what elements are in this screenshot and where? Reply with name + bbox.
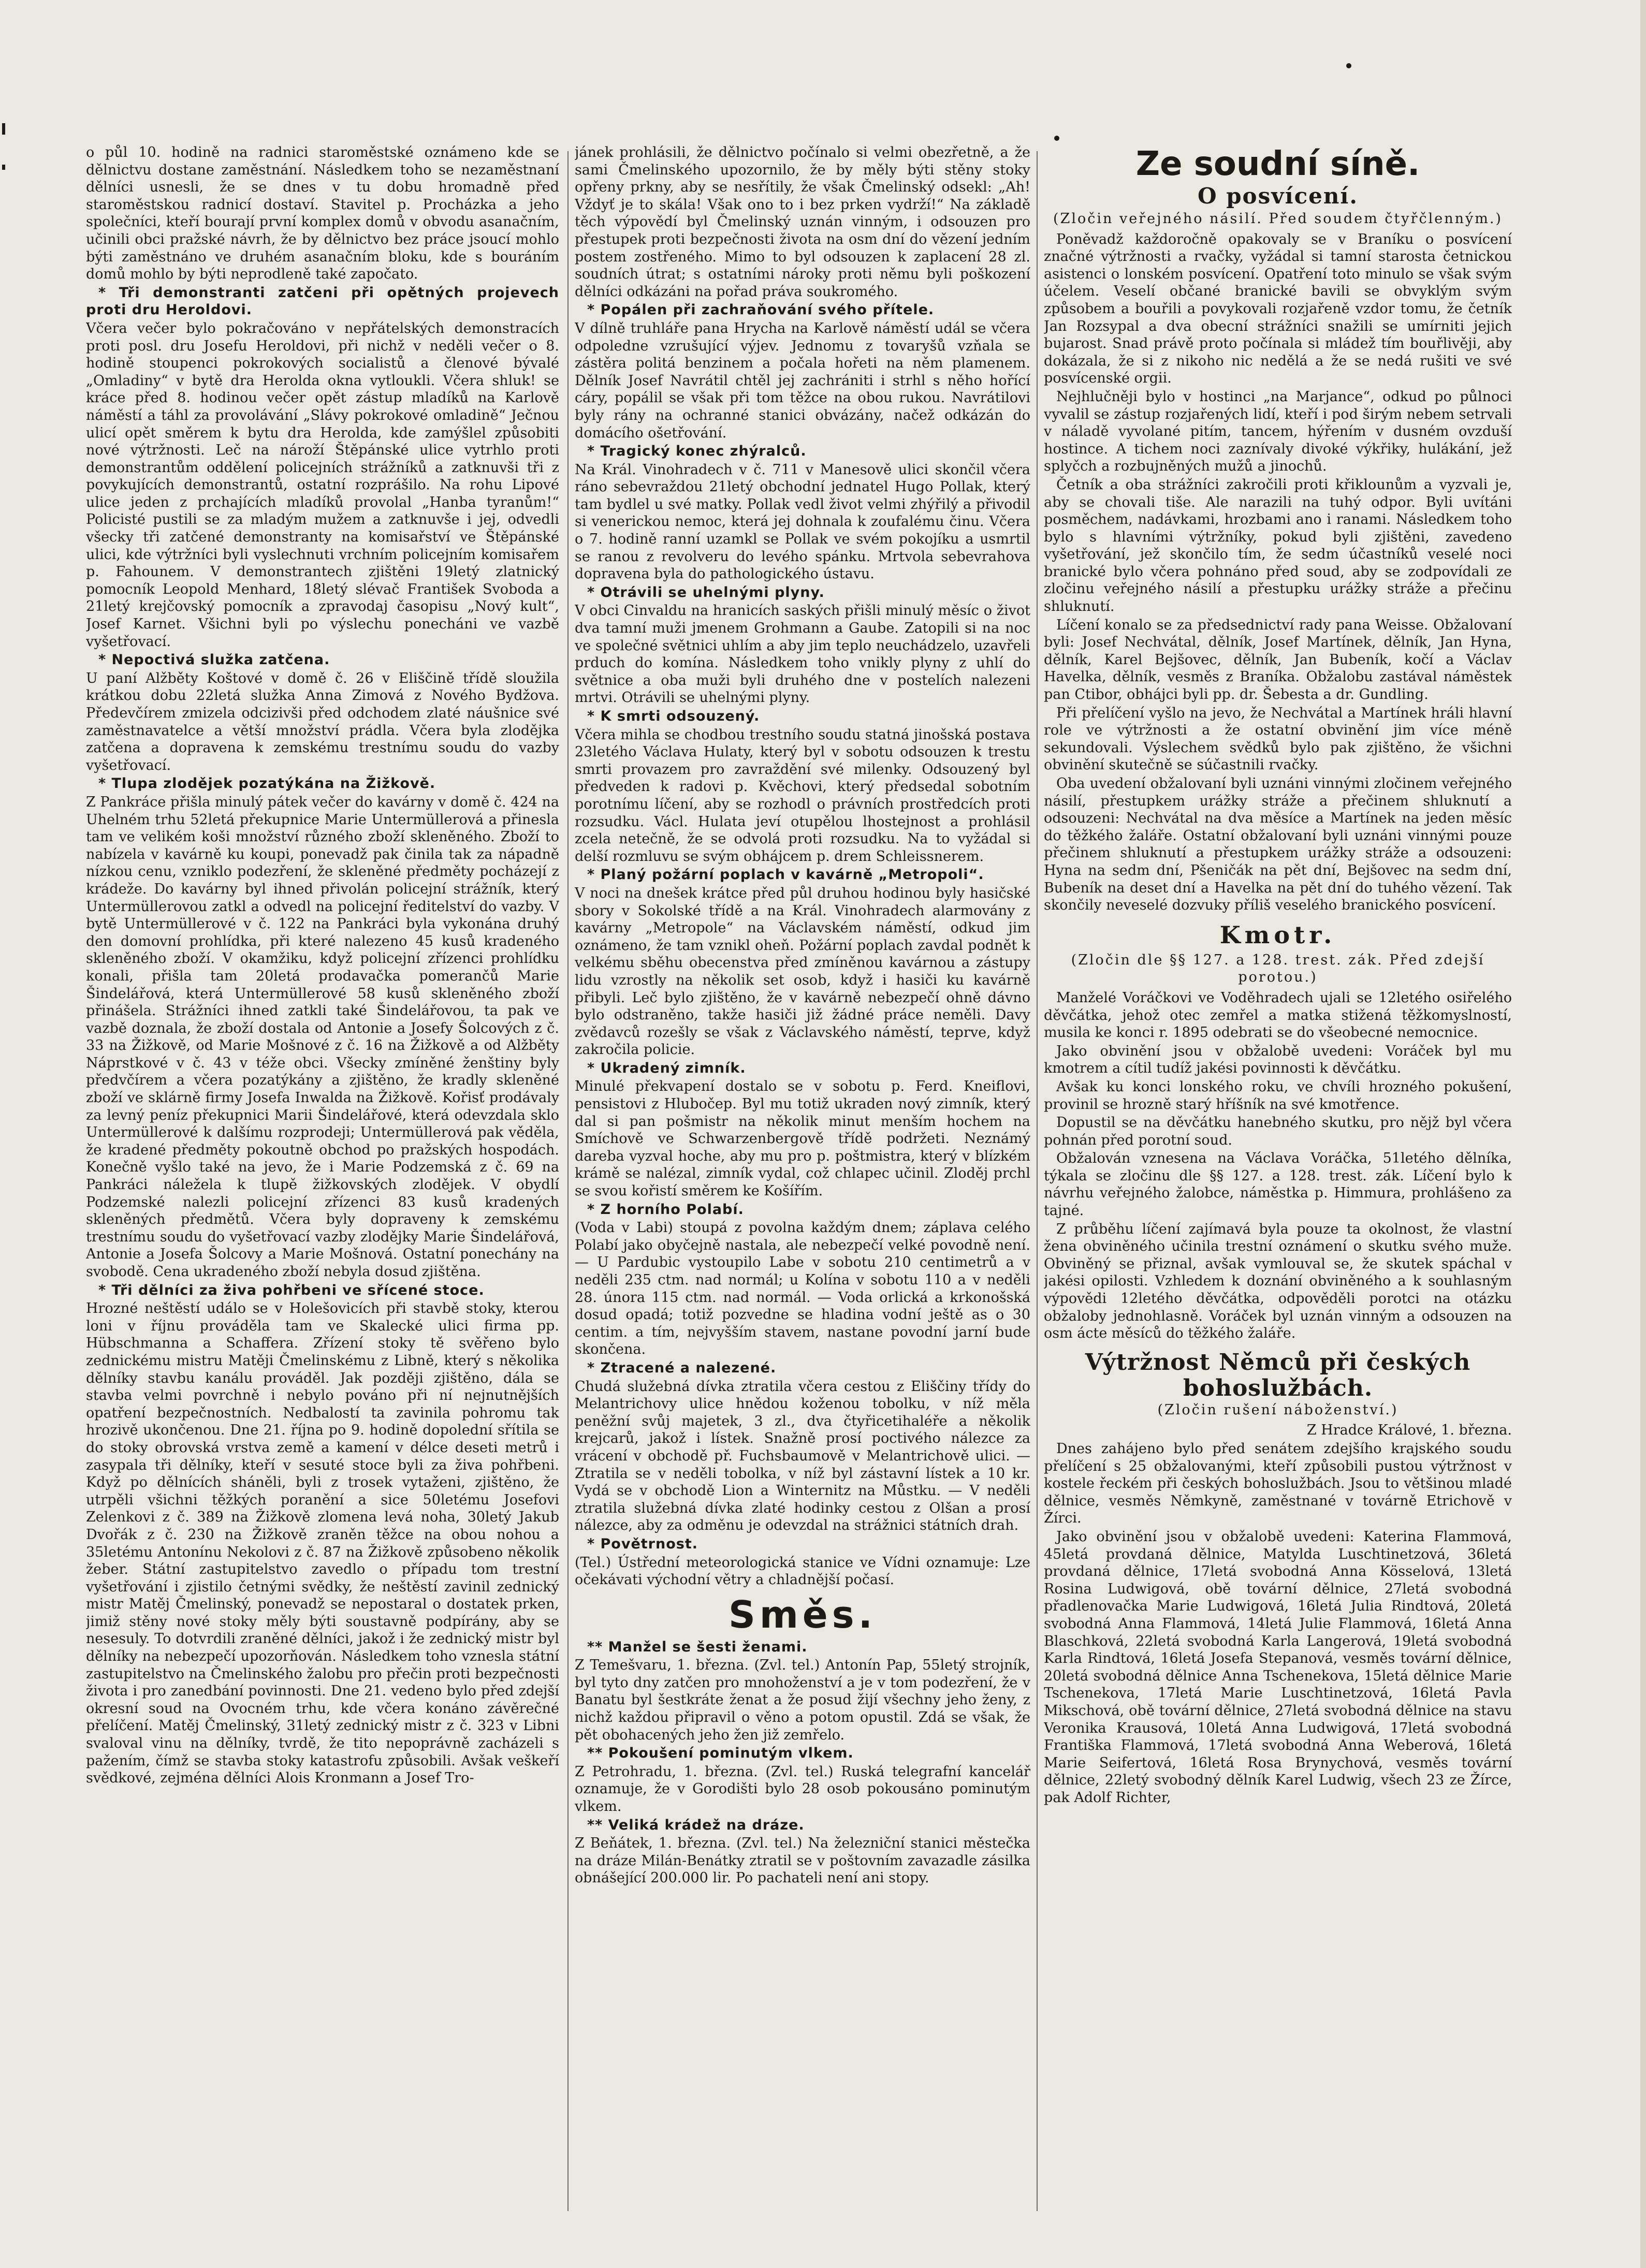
column-3: [1044, 144, 1512, 2232]
article-subtitle: (Zločin veřejného násilí. Před soudem čtyřčlenným.): [1053, 211, 1503, 227]
article-paragraph: Dnes zahájeno bylo před senátem zdejšího krajského soudu přelíčení s 25 obžalovanými, kteří způsobili pustou výtržnost v kostele řeckém při českých bohoslužbách. Jsou to většinou mladé dělnice, vesměs Němkyně, zaměstnané v továrně Etrichově v Žírci.: [1044, 1441, 1512, 1527]
article-heading: * Povětrnost.: [587, 1535, 698, 1552]
article-paragraph: Z Temešvaru, 1. března. (Zvl. tel.) Antonín Pap, 55letý strojník, byl tyto dny zatčen pro mnohoženství a je v tom podezření, že v Banatu byl šestkráte ženat a že posud žijí všechny jeho ženy, z nichž každou připravil o věno a potom opustil. Zdá se však, že pět obohacených jeho žen již zemřelo.: [575, 1657, 1030, 1743]
article-paragraph: Avšak ku konci lonského roku, ve chvíli hrozného pokušení, provinil se hrozně starý hříšník na své kmotřence.: [1044, 1078, 1512, 1113]
article-paragraph: V noci na dnešek krátce před půl druhou hodinou byly hasičské sbory v Sokolské třídě a na Král. Vinohradech alarmovány z kavárny „Metropole“ na Václavském náměstí, odkud jim oznámeno, že tam vznikl oheň. Požární poplach zavdal podnět k velkému sběhu obecenstva před zmíněnou kavárnou a zástupy lidu vzrostly na několik set osob, když i hasiči ku kavárně přibyli. Leč bylo zjištěno, že v kavárně nebezpečí ohně dávno bylo odstraněno, takže hasiči již žádné práce neměli. Davy zvědavců rozešly se však z Václavského náměstí, teprve, když zakročila policie.: [575, 885, 1030, 1058]
article-paragraph: Manželé Voráčkovi ve Voděhradech ujali se 12letého osiřelého děvčátka, jehož otec zemřel a matka stižená těžkomyslností, musila ke konci r. 1895 odebrati se do všeobecné nemocnice.: [1044, 989, 1512, 1041]
article-paragraph: Z průběhu líčení zajímavá byla pouze ta okolnost, že vlastní žena obviněného učinila trestní oznámení o skutku svého muže. Obviněný se přiznal, avšak vymlouval se, že skutek spáchal v jakési opilosti. Vzhledem k doznání obviněného a k souhlasným výpovědi 12letého děvčátka, odpověděli porotci na otázku obžaloby jednohlasně. Voráček byl uznán vinným a odsouzen na osm ácte měsíců do těžkého žaláře.: [1044, 1221, 1512, 1342]
column-2: [575, 144, 1030, 2232]
article-heading: * Tragický konec zhýralců.: [587, 443, 807, 460]
section-title: Ze soudní síně.: [1135, 145, 1420, 183]
article-paragraph: Z Petrohradu, 1. března. (Zvl. tel.) Ruská telegrafní kancelář oznamuje, že v Gorodišti bylo 28 osob pokousáno pominutým vlkem.: [575, 1763, 1030, 1815]
article-paragraph: Dopustil se na děvčátku hanebného skutku, pro nějž byl včera pohnán před porotní soud.: [1044, 1115, 1512, 1148]
article-paragraph: U paní Alžběty Koštové v domě č. 26 v Eliščině třídě sloužila krátkou dobu 22letá služka Anna Zimová z Nového Bydžova. Předevčírem zmizela odcizivši před odchodem zlaté náušnice své zaměstnavatelce a větší množství prádla. Včera byla zlodějka zatčena a dopravena k zemskému trestnímu soudu do vazby vyšetřovací.: [86, 670, 559, 773]
ink-dot: [1054, 136, 1059, 141]
article-heading: ** Manžel se šesti ženami.: [587, 1638, 808, 1655]
article-paragraph: Včera mihla se chodbou trestního soudu statná jinošská postava 23letého Václava Hulaty, který byl v sobotu odsouzen k trestu smrti provazem pro zavraždění své milenky. Odsouzený byl předveden k radovi p. Kvěchovi, který předsedal sobotním porotnímu líčení, aby se rozhodl o právních prostředcích proti rozsudku. Václ. Hulata jeví otupělou lhostejnost a prohlásil zcela netečně, že se odvolá proti rozsudku. Na to vyžádal si delší rozmluvu se svým obhájcem p. drem Schleissnerem.: [575, 726, 1030, 865]
article-paragraph: Hrozné neštěstí událo se v Holešovicích při stavbě stoky, kterou loni v říjnu prováděla tam ve Skalecké ulici firma pp. Hübschmanna a Schaffera. Zřízení stoky tě svěřeno bylo zednickému mistru Matěji Čmelinskému z Libně, který s několika dělníky stavbu kanálu prováděl. Jak později zjištěno, dála se stavba velmi povrchně i nebylo pováno při ní nejnutnějších opatření bezpečnostních. Nedbalostí ta zavinila pohromu tak hrozivě ukončenou. Dne 21. října po 9. hodině dopolední sřítila se do stoky obrovská vrstva země a kamení v délce deseti metrů i zasypala tři dělníky, kteří v sesuté stoce byli za živa pohřbeni. Když po dělnících sháněli, byli z trosek vytaženi, zjištěno, že utrpěli všichni těžkých poranění a sice 50letému Josefovi Zelenkovi z č. 389 na Žižkově zlomena levá noha, 30letý Jakub Dvořák z č. 230 na Žižkově zraněn těžce na obou nohou a 35letému Antonínu Nekolovi z č. 87 na Žižkově způsobeno několik žeber. Státní zastupitelstvo zavedlo o případu tom trestní vyšetřování i zjistilo četnými svědky, že neštěstí zavinil zednický mistr Matěj Čmelinský, ponevadž se nepostaral o dostatek prken, jimiž stěny nové stoky měly býti soustavně podpírány, aby se nesesuly. To dotvrdili zraněné dělníci, jakož i že zednický mistr byl dělníky na nebezpečí upozorňován. Následkem toho vznesla státní zastupitelstvo na Čmelinského žalobu pro přečin proti bezpečnosti života i pro zanedbání povinnosti. Dne 21. vedeno bylo před zdejší okresní soud na Ovocném trhu, kde včera konáno závěrečné přelíčení. Matěj Čmelinský, 31letý zednický mistr z č. 323 v Libni svaloval vinu na dělníky, tvrdě, že tito nepoprávně zacházeli s pažením, čímž se stavba stoky katastrofu způsobili. Avšak veškeří svědkové, zejména dělníci Alois Kronmann a Josef Tro-: [86, 1300, 559, 1787]
article-paragraph: V dílně truhláře pana Hrycha na Karlově náměstí udál se včera odpoledne vzrušující výjev. Jednomu z tovaryšů vzňala se zástěra politá benzinem a počala hořeti na něm plamenem. Dělník Josef Navrátil chtěl jej zachrániti i strhl s něho hořící cáry, popálil se však při tom těžce na obou rukou. Navrátilovi byly rány na ochranné stanici obvázány, načež odkázán do domácího ošetřování.: [575, 320, 1030, 441]
article-paragraph: (Voda v Labi) stoupá z povolna každým dnem; záplava celého Polabí jako obyčejně nastala, ale nebezpečí velké povodně není. — U Pardubic vystoupilo Labe v sobotu 210 centimetrů a v neděli 235 ctm. nad normál; u Kolína v sobotu 110 a v neděli 28. února 115 ctm. nad normál. — Voda orlická a krkonošská dosud opadá; totiž pozvedne se hladina vodní ještě as o 30 centim. a tím, nejvyšším stavem, nastane povodní jarní bude skončena.: [575, 1220, 1030, 1358]
ink-dot: [1346, 63, 1351, 68]
article-heading: * Tlupa zlodějek pozatýkána na Žižkově.: [98, 775, 436, 792]
article-paragraph: Obžalován vznesena na Václava Voráčka, 51letého dělníka, týkala se zločinu dle §§ 127. a 128. trest. zák. Líčení bylo k návrhu veřejného žalobce, náměstka p. Himmura, prohlášeno za tajné.: [1044, 1150, 1512, 1219]
article-title: Výtržnost Němců při českých bohoslužbách.: [1085, 1349, 1471, 1401]
margin-mark: [2, 123, 5, 135]
article-paragraph: Na Král. Vinohradech v č. 711 v Manesově ulici skončil včera ráno sebevraždou 21letý obchodní jednatel Hugo Pollak, který tam bydlel u své matky. Pollak vedl život velmi zhýřilý a přivodil si venerickou nemoc, která jej dohnala k zoufalému činu. Včera o 7. hodině ranní uzamkl se Pollak ve svém pokojíku a usmrtil se ranou z revolveru do levého spánku. Mrtvola sebevrahova dopravena byla do pathologického ústavu.: [575, 461, 1030, 582]
margin-mark: [2, 165, 5, 170]
article-paragraph: Z Beňátek, 1. března. (Zvl. tel.) Na železniční stanici městečka na dráze Milán-Benátky ztratil se v poštovním zavazadle zásilka obnášející 200.000 lir. Po pachateli není ani stopy.: [575, 1835, 1030, 1886]
article-heading: ** Pokoušení pominutým vlkem.: [587, 1745, 854, 1762]
article-paragraph: (Tel.) Ústřední meteorologická stanice ve Vídni oznamuje: Lze očekávati východní větry a chladnější počasí.: [575, 1554, 1030, 1588]
article-heading: * Tři dělníci za živa pohřbeni ve sřícené stoce.: [98, 1282, 485, 1298]
article-heading: * Tři demonstranti zatčeni při opětných projevech proti dru Heroldovi.: [86, 284, 559, 318]
article-heading: * Ztracené a nalezené.: [587, 1359, 777, 1376]
article-paragraph: Při přelíčení vyšlo na jevo, že Nechvátal a Martínek hráli hlavní role ve výtržnosti a že ostatní obvinění jim více méně sekundovali. Výslechem svědků bylo pak zjištěno, že všichni obvinění skutečně se súčastnili rvačky.: [1044, 705, 1512, 773]
section-title: Směs.: [729, 1592, 877, 1636]
article-paragraph: Poněvadž každoročně opakovaly se v Braníku o posvícení značné výtržnosti a rvačky, vyžádal si tamní starosta četnickou asistenci o lonském posvícení. Opatření toto minulo se však svým účelem. Veselí občané branické bavili se obvyklým svým způsobem a bouřili a povykovali rozjařeně vzdor tomu, že četník Jan Rozsypal a dva obecní strážníci snažili se umírniti jejich bujarost. Snad právě proto počínala si mládež tím bouřlivěji, aby dokázala, že si z nikoho nic nedělá a že se nedá rušiti ve své posvícenské orgii.: [1044, 231, 1512, 387]
article-paragraph: Jako obvinění jsou v obžalobě uvedeni: Voráček byl mu kmotrem a cítil tudíž jakési povinnosti k děvčátku.: [1044, 1043, 1512, 1077]
article-subtitle: (Zločin rušení náboženství.): [1157, 1401, 1399, 1418]
dateline: Z Hradce Králové, 1. března.: [1306, 1422, 1512, 1439]
article-paragraph: Minulé překvapení dostalo se v sobotu p. Ferd. Kneiflovi, pensistovi z Hlubočep. Byl mu totiž ukraden nový zimník, který dal si pan pošmistr na několik minut menším hochem na Smíchově ve Schwarzenbergově třídě podržeti. Neznámý dareba vyzval hoche, aby mu pro p. poštmistra, který v blízkém krámě se nalézal, zimník vydal, což chlapec učinil. Zloděj prchl se svou kořistí směrem ke Košířím.: [575, 1078, 1030, 1199]
column-rule: [567, 151, 569, 2211]
article-paragraph: o půl 10. hodině na radnici staroměstské oznámeno kde se dělnictvu dostane zaměstnání. Následkem toho se nezaměstnaní dělníci usnesli, že se dnes v tu dobu hromadně před staroměstskou radnicí dostaví. Stavitel p. Procházka a jeho společníci, kteří bourají první komplex domů v obvodu asanačním, učinili obci pražské návrh, že by dělnictvo bez práce jsoucí mohlo býti zaměstnáno ve druhém asanačním bloku, kde s bouráním domů mohlo by býti neprodleně také započato.: [86, 144, 559, 283]
article-paragraph: Jako obvinění jsou v obžalobě uvedeni: Katerina Flammová, 45letá provdaná dělnice, Matylda Luschtinetzová, 36letá provdaná dělnice, 17letá svobodná Anna Kösselová, 13letá Rosina Ludwigová, obě tovární dělnice, 27letá svobodná přadlenovačka Marie Ludwigová, 16letá Julia Rindtová, 20letá svobodná Anna Flammová, 14letá Julie Flammová, 16letá Anna Blaschková, 22letá svobodná Karla Langerová, 19letá svobodná Karla Rindtová, 16letá Josefa Stepanová, vesměs tovární dělnice, 20letá svobodná dělnice Anna Tschenekova, 15letá dělnice Marie Tschenekova, 17letá Marie Luschtinetzová, 16letá Pavla Mikschová, obě tovární dělnice, 27letá svobodná dělnice na stavu Veronika Krausová, 10letá Anna Ludwigová, 17letá svobodná Františka Flammová, 17letá svobodná Anna Weberová, 16letá Marie Seifertová, 16letá Rosa Brynychová, vesměs tovární dělnice, 22letý svobodný dělník Karel Ludwig, všech 23 ze Žírce, pak Adolf Richter,: [1044, 1528, 1512, 1806]
article-heading: * Planý požární poplach v kavárně „Metropoli“.: [587, 867, 984, 883]
article-heading: * Otrávili se uhelnými plyny.: [587, 584, 825, 601]
article-paragraph: Četník a oba strážníci zakročili proti křiklounům a vyzvali je, aby se chovali tiše. Ale narazili na tuhý odpor. Byli uvítáni posměchem, nadávkami, hrozbami ano i ranami. Následkem toho bylo s hlavními výtržníky, pokud byli zjištěni, zavedeno vyšetřování, jež skončilo tím, že sedm účastníků veselé noci branické bylo včera pohnáno před soud, aby se zodpovídali ze zločinu veřejného násilí a přestupku urážky stráže a přečinu shluknutí.: [1044, 476, 1512, 615]
article-heading: * Nepoctivá služka zatčena.: [98, 652, 330, 668]
article-subtitle: (Zločin dle §§ 127. a 128. trest. zák. Před zdejší porotou.): [1071, 952, 1485, 986]
article-heading: * K smrti odsouzený.: [587, 708, 760, 724]
article-heading: * Ukradený zimník.: [587, 1060, 746, 1076]
article-paragraph: Líčení konalo se za předsednictví rady pana Weisse. Obžalovaní byli: Josef Nechvátal, dělník, Josef Martínek, dělník, Jan Hyna, dělník, Karel Bejšovec, dělník, Jan Bubeník, kočí a Václav Havelka, dělník, vesměs z Braníka. Obžalobu zastával náměstek pan Ctibor, obhájci byli pp. dr. Šebesta a dr. Gundling.: [1044, 617, 1512, 703]
article-heading: * Z horního Polabí.: [587, 1201, 744, 1218]
article-title: O posvícení.: [1197, 183, 1358, 209]
article-paragraph: Chudá služebná dívka ztratila včera cestou z Eliščiny třídy do Melantrichovy ulice hnědou koženou tobolku, v níž měla peněžní svůj majetek, 3 zl., dva čtyřicetihaléře a několik krejcarů, jakož i lístek. Snažně prosí poctivého nálezce za vrácení v obchodě př. Fuchsbaumově v Melantrichově ulici. — Ztratila se v neděli tobolka, v níž byl zástavní lístek a 10 kr. Vydá se v obchodě Lion a Winternitz na Můstku. — V neděli ztratila služebná dívka zlaté hodinky cestou z Olšan a prosí nálezce, aby za odměnu je odevzdal na strážnici státních drah.: [575, 1378, 1030, 1534]
article-paragraph: Z Pankráce přišla minulý pátek večer do kavárny v domě č. 424 na Uhelném trhu 52letá překupnice Marie Untermüllerová a přinesla tam ve velikém koši množství různého zboží skleněného. Zboží to nabízela v kavárně ku koupi, ponevadž pak činila tak za nápadně nízkou cenu, vzniklo podezření, že skleněné předměty pocházejí z krádeže. Do kavárny byl ihned přivolán policejní strážník, který Untermüllerovou zatkl a odvedl na policejní ředitelství do vazby. V bytě Untermüllerové v č. 122 na Pankráci byla vykonána druhý den domovní prohlídka, při které nalezeno 45 kusů kradeného skleněného zboží. V okamžiku, když policejní zřízenci prohlídku konali, přišla tam 20letá prodavačka pomerančů Marie Šindelářová, která Untermüllerové 58 kusů skleněného zboží přinášela. Strážníci ihned zatkli také Šindelářovou, ta pak ve vazbě doznala, že zboží dostala od Antonie a Josefy Šolcových z č. 33 na Žižkově, od Marie Mošnové z č. 16 na Žižkově a od Alžběty Náprstkové v č. 43 v téže obci. Všecky zmíněné ženštiny byly předvčírem a včera pozatýkány a zjištěno, že kradly skleněné zboží ve sklárně firmy Josefa Inwalda na Žižkově. Kořisť prodávaly za levný peníz překupnici Marii Šindelářové, která odevzdala sklo Untermüllerové k dalšímu rozprodeji; Untermüllerová pak věděla, že kradené předměty pokoutně obchod po pražských hospodách. Konečně vyšlo také na jevo, že i Marie Podzemská z č. 69 na Pankráci náležela k tlupě žižkovských zlodějek. V obydlí Podzemské nalezli policejní zřízenci 83 kusů kradených skleněných předmětů. Včera byly dopraveny k zemskému trestnímu soudu do vyšetřovací vazby zlodějky Marie Šindelářová, Antonie a Josefa Šolcovy a Marie Mošnová. Ostatní ponechány na svobodě. Cena ukradeného zboží nebyla dosud zjištěna.: [86, 794, 559, 1280]
article-paragraph: Oba uvedení obžalovaní byli uznáni vinnými zločinem veřejného násilí, přestupkem urážky stráže a přečinem shluknutí a odsouzeni: Nechvátal na dva měsíce a Martínek na jeden měsíc do těžkého žaláře. Ostatní obžalovaní byli uznáni vinnými pouze přečinem shluknutí a přestupkem urážky stráže a odsouzeni: Hyna na sedm dní, Pšeničák na pět dní, Bejšovec na sedm dní, Bubeník na deset dní a Havelka na pět dní do tuhého vězení. Tak skončily neveselé dozvuky příliš veselého branického posvícení.: [1044, 775, 1512, 914]
article-heading: * Popálen při zachraňování svého přítele.: [587, 302, 935, 318]
article-paragraph: Včera večer bylo pokračováno v nepřátelských demonstracích proti posl. dru Josefu Heroldovi, při nichž v neděli večer o 8. hodině stoupenci pokrokových socialistů a členové bývalé „Omladiny“ v bytě dra Herolda okna vytloukli. Včera shluk! se kráce před 8. hodinou večer opět zástup mladíků na Karlově náměstí a táhl za provolávání „Slávy pokrokové omladině“ Ječnou ulicí opět směrem k bytu dra Herolda, kde zamýšlel způsobiti nové výtržnosti. Leč na nároží Štěpánské ulice vytrhlo proti demonstrantům oddělení policejních strážníků a zatknuvši tři z povykujících demonstrantů, ostatní rozprášilo. Na rohu Lipové ulice jeden z prchajících mladíků provolal „Hanba tyranům!“ Policisté pustili se za mladým mužem a zatknuvše i jej, odvedli všecky tři zatčené demonstranty na komisařství ve Štěpánské ulici, kde výtržníci byli vyslechnuti vrchním policejním komisařem p. Fahounem. V demonstrantech zjištěni 19letý zlatnický pomocník Leopold Menhard, 18letý slévač František Svoboda a 21letý krejčovský pomocník a zpravodaj časopisu „Nový kult“, Josef Karnet. Všichni byli po výslechu ponecháni ve vazbě vyšetřovací.: [86, 320, 559, 650]
column-rule: [1037, 151, 1038, 2211]
article-heading: ** Veliká krádež na dráze.: [587, 1817, 805, 1833]
article-paragraph: Nejhlučněji bylo v hostinci „na Marjance“, odkud po půlnoci vyvalil se zástup rozjařených lidí, kteří i pod širým nebem setrvali v náladě vyvolané pitím, tancem, hýřením v dusném ovzduší hostince. A tichem noci zaznívaly divoké výkřiky, hulákání, jež splyčch a rozbujněných mužů a jinochů.: [1044, 388, 1512, 475]
article-title: Kmotr.: [1219, 920, 1336, 949]
article-paragraph: jánek prohlásili, že dělnictvo počínalo si velmi obezřetně, a že sami Čmelinského upozornilo, že by měly býti stěny stoky opřeny prkny, aby se nesřítily, že však Čmelinský odsekl: „Ah! Vždyť je to skála! Však ono to i bez prken vydrží!“ Na základě těch výpovědí byl Čmelinský uznán vinným, i odsouzen pro přestupek proti bezpečnosti života na osm dní do vězení jedním postem zostřeného. Mimo to byl odsouzen k zaplacení 28 zl. soudních útrat; s ostatními nároky proti němu byli poškození dělníci odkázáni na pořad práva soukromého.: [575, 144, 1030, 300]
article-paragraph: V obci Cinvaldu na hranicích saských přišli minulý měsíc o život dva tamní muži jmenem Grohmann a Gaube. Zatopili si na noc ve společné světnici uhlím a aby jim teplo neuchádzelo, uzavřeli prduch do komína. Následkem toho vnikly plyny z uhlí do světnice a oba muži byli druhého dne v postelích nalezeni mrtvi. Otrávili se uhelnými plyny.: [575, 603, 1030, 706]
column-1: [86, 144, 559, 2232]
page-edge: [1640, 0, 1646, 2268]
